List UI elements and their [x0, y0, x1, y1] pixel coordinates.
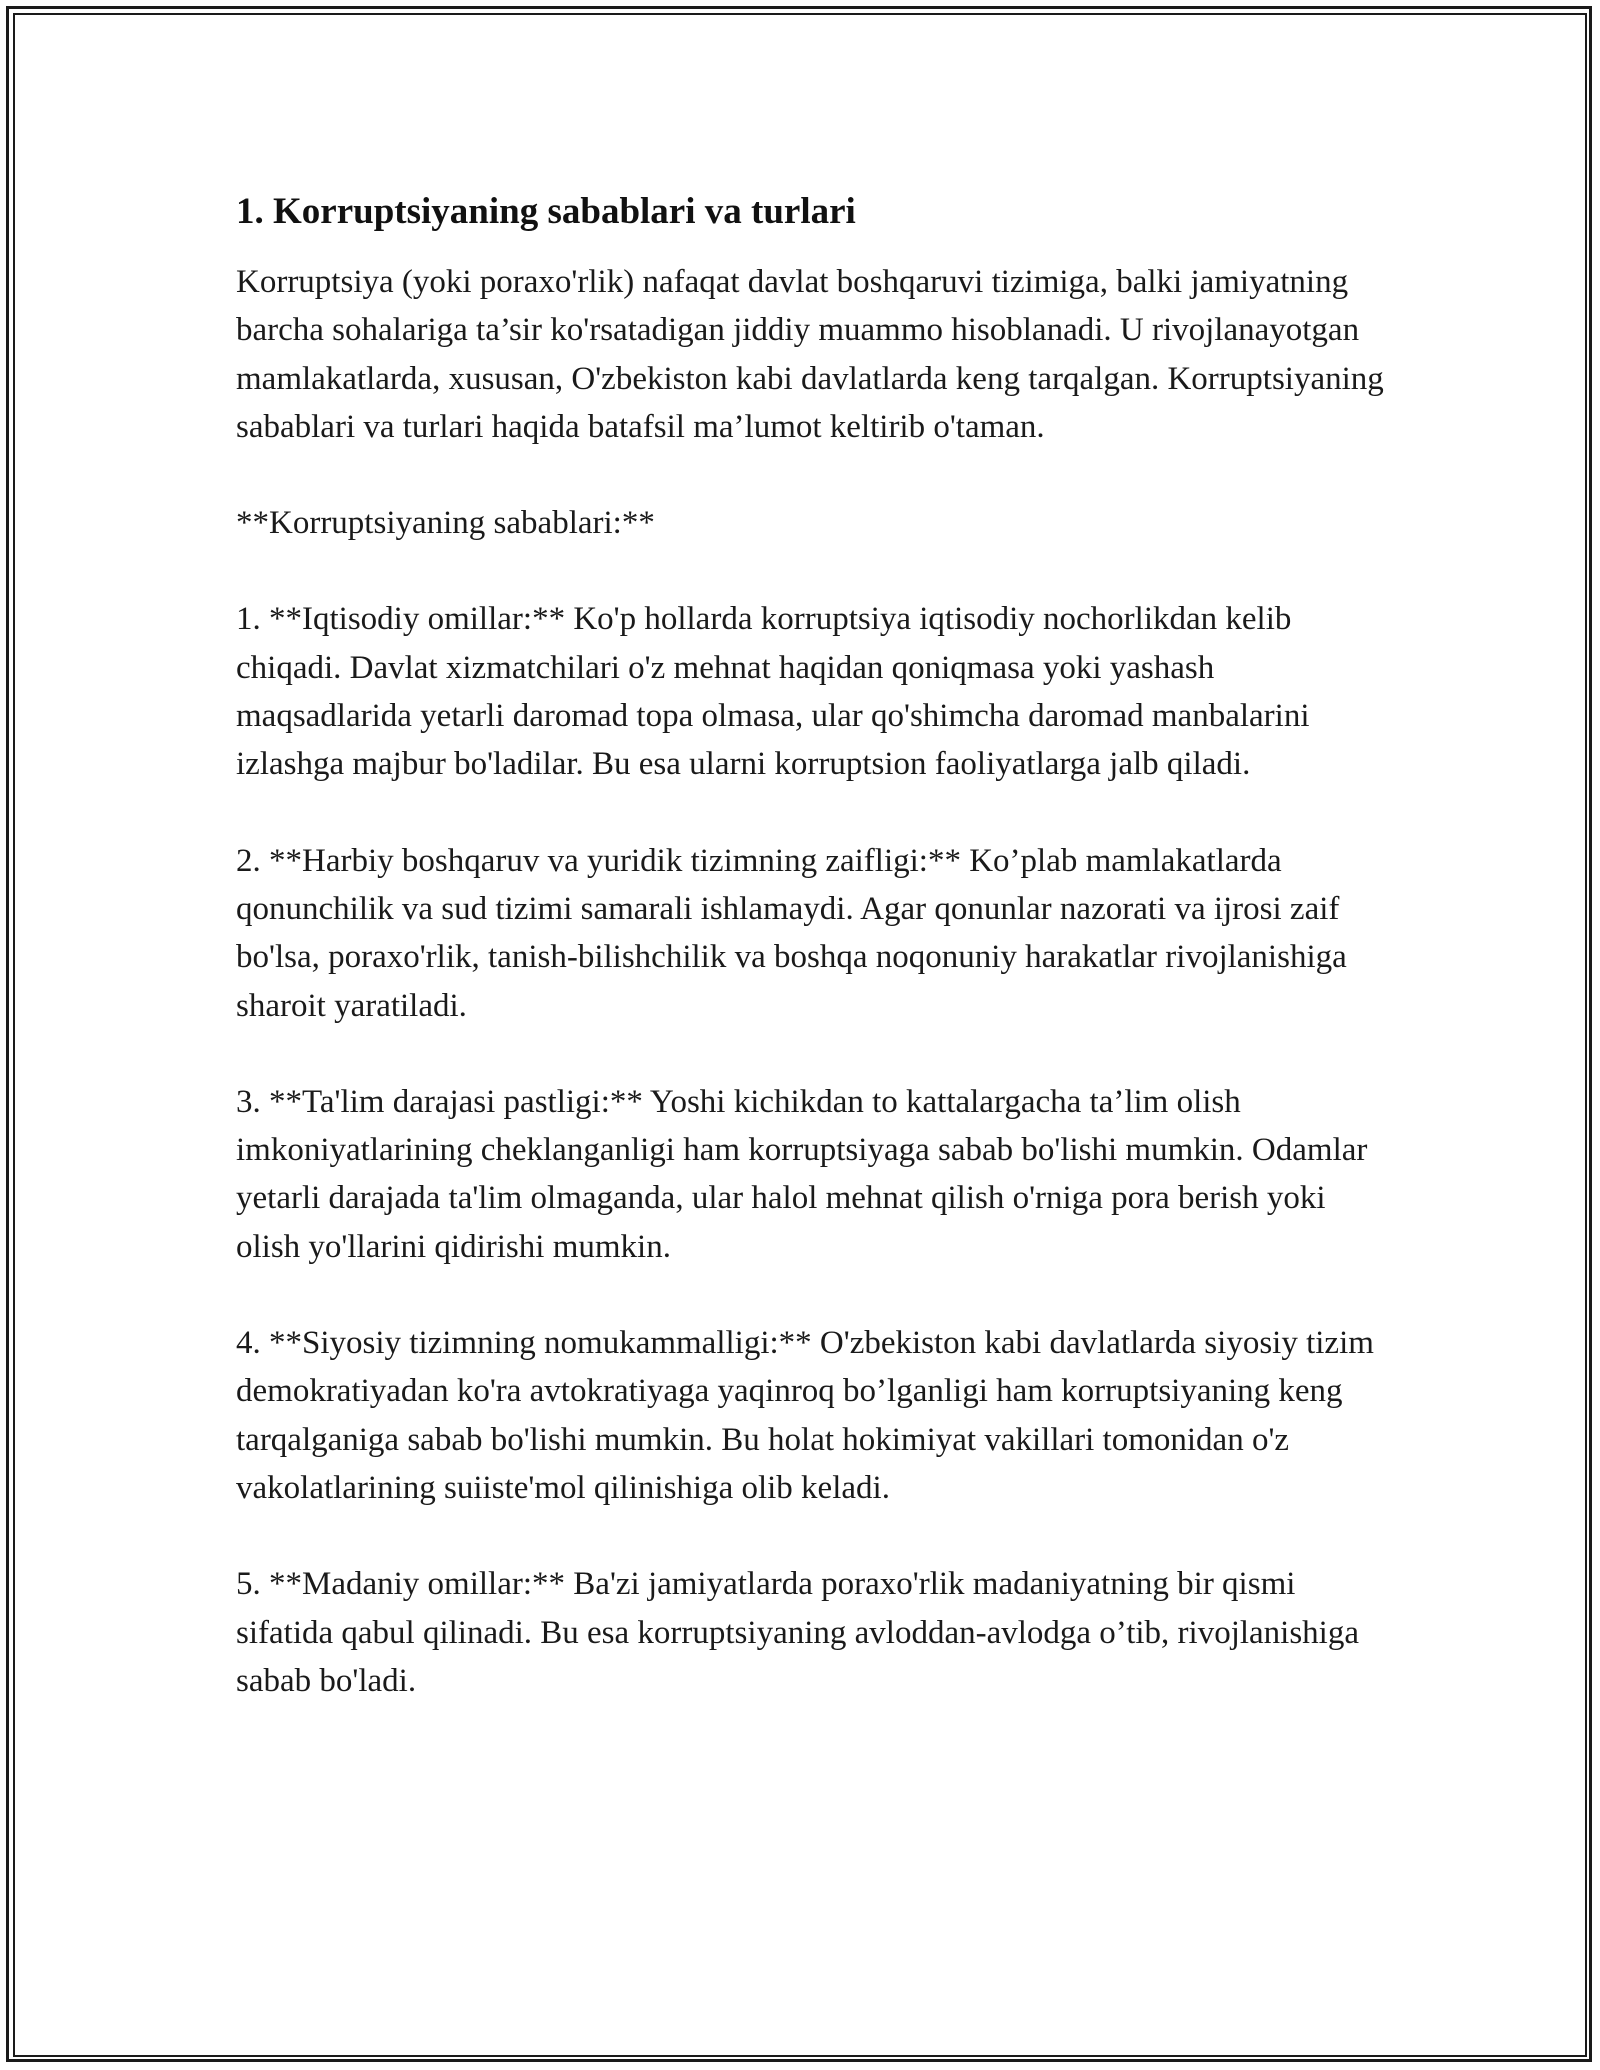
- list-item-cultural-factors: 5. **Madaniy omillar:** Ba'zi jamiyatlarda poraxo'rlik madaniyatning bir qismi sifatida qabul qilinadi. Bu esa korruptsiyaning avloddan-avlodga o’tib, rivojlanishiga sabab bo'ladi.: [236, 1566, 1359, 1699]
- section-heading-causes: **Korruptsiyaning sabablari:**: [236, 505, 655, 542]
- list-item-legal-system-weakness: 2. **Harbiy boshqaruv va yuridik tizimning zaifligi:** Ko’plab mamlakatlarda qonunchilik va sud tizimi samarali ishlamaydi. Agar qonunlar nazorati va ijrosi zaif bo'lsa, poraxo'rlik, tanish-bilishchilik va boshqa noqonuniy harakatlar rivojlanishiga sharoit yaratiladi.: [236, 842, 1347, 1024]
- intro-paragraph: Korruptsiya (yoki poraxo'rlik) nafaqat davlat boshqaruvi tizimiga, balki jamiyatning barcha sohalariga ta’sir ko'rsatadigan jiddiy muammo hisoblanadi. U rivojlanayotgan mamlakatlarda, xususan, O'zbekiston kabi davlatlarda keng tarqalgan. Korruptsiyaning sabablari va turlari haqida batafsil ma’lumot keltirib o'taman.: [236, 264, 1384, 445]
- list-item-economic-factors: 1. **Iqtisodiy omillar:** Ko'p hollarda korruptsiya iqtisodiy nochorlikdan kelib chiqadi. Davlat xizmatchilari o'z mehnat haqidan qoniqmasa yoki yashash maqsadlarida yetarli daromad topa olmasa, ular qo'shimcha daromad manbalarini izlashga majbur bo'ladilar. Bu esa ularni korruptsion faoliyatlarga jalb qiladi.: [236, 601, 1310, 783]
- list-item-low-education: 3. **Ta'lim darajasi pastligi:** Yoshi kichikdan to kattalargacha ta’lim olish imkoniyatlarining cheklanganligi ham korruptsiyaga sabab bo'lishi mumkin. Odamlar yetarli darajada ta'lim olmaganda, ular halol mehnat qilish o'rniga pora berish yoki olish yo'llarini qidirishi mumkin.: [236, 1083, 1368, 1265]
- document-body: [236, 186, 1386, 1753]
- document-title: 1. Korruptsiyaning sabablari va turlari: [236, 191, 856, 232]
- list-item-political-system: 4. **Siyosiy tizimning nomukammalligi:** O'zbekiston kabi davlatlarda siyosiy tizim demokratiyadan ko'ra avtokratiyaga yaqinroq bo’lganligi ham korruptsiyaning keng tarqalganiga sabab bo'lishi mumkin. Bu holat hokimiyat vakillari tomonidan o'z vakolatlarining suiiste'mol qilinishiga olib keladi.: [236, 1325, 1374, 1506]
